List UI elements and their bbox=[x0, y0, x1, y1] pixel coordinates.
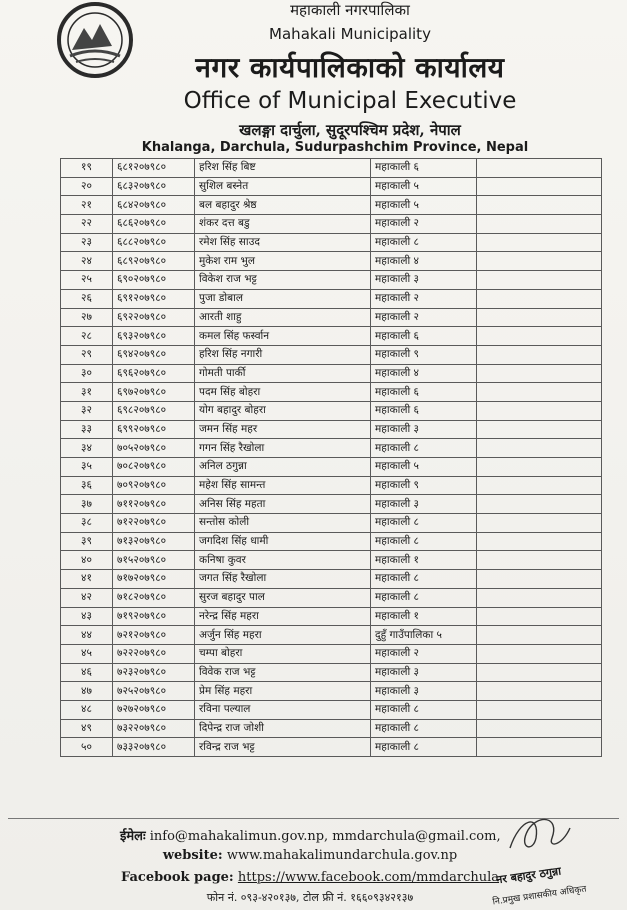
table-row bbox=[61, 345, 602, 364]
signature-mark bbox=[500, 808, 578, 858]
id-number-cell: ७१५२०७९८० bbox=[113, 551, 195, 570]
address-cell: महाकाली ६ bbox=[371, 401, 477, 420]
website-label: website: bbox=[162, 848, 223, 863]
email-label: ईमेलः bbox=[120, 829, 146, 844]
blank-cell bbox=[477, 663, 602, 682]
name-cell: सुरज बहादुर पाल bbox=[195, 588, 371, 607]
name-cell: महेश सिंह सामन्त bbox=[195, 476, 371, 495]
email-value: info@mahakalimun.gov.np, mmdarchula@gmail.com, bbox=[149, 829, 501, 844]
serial-number-cell: २२ bbox=[61, 215, 113, 234]
address-cell: महाकाली २ bbox=[371, 644, 477, 663]
seal-name: नर बहादुर ठगुन्ना bbox=[495, 864, 562, 887]
serial-number-cell: ४१ bbox=[61, 570, 113, 589]
name-cell: जगदिश सिंह धामी bbox=[195, 532, 371, 551]
name-cell: सुशिल बस्नेत bbox=[195, 177, 371, 196]
blank-cell bbox=[477, 420, 602, 439]
blank-cell bbox=[477, 719, 602, 738]
name-cell: हरिश सिंह नगारी bbox=[195, 345, 371, 364]
blank-cell bbox=[477, 570, 602, 589]
table-row bbox=[61, 159, 602, 178]
id-number-cell: ६८४२०७९८० bbox=[113, 196, 195, 215]
serial-number-cell: ४६ bbox=[61, 663, 113, 682]
table-row bbox=[61, 215, 602, 234]
name-cell: रमेश सिंह साउद bbox=[195, 233, 371, 252]
id-number-cell: ६८६२०७९८० bbox=[113, 215, 195, 234]
name-cell: विवेक राज भट्ट bbox=[195, 663, 371, 682]
header-address-english: Khalanga, Darchula, Sudurpashchim Province, Nepal bbox=[141, 140, 529, 155]
blank-cell bbox=[477, 271, 602, 290]
serial-number-cell: ३४ bbox=[61, 439, 113, 458]
id-number-cell: ७२७२०७९८० bbox=[113, 700, 195, 719]
table-row bbox=[61, 700, 602, 719]
footer-phone: फोन नं. ०९३-४२०१३७, टोल फ्री नं. १६६०९३४२१३७ bbox=[206, 891, 414, 904]
table-row bbox=[61, 663, 602, 682]
blank-cell bbox=[477, 159, 602, 178]
address-cell: महाकाली ८ bbox=[371, 233, 477, 252]
id-number-cell: ६९४२०७९८० bbox=[113, 345, 195, 364]
blank-cell bbox=[477, 495, 602, 514]
name-cell: चम्पा बोहरा bbox=[195, 644, 371, 663]
serial-number-cell: ५० bbox=[61, 738, 113, 757]
serial-number-cell: ३७ bbox=[61, 495, 113, 514]
serial-number-cell: ४३ bbox=[61, 607, 113, 626]
id-number-cell: ६८८२०७९८० bbox=[113, 233, 195, 252]
serial-number-cell: ३८ bbox=[61, 514, 113, 533]
name-cell: रविन्द्र राज भट्ट bbox=[195, 738, 371, 757]
address-cell: महाकाली ६ bbox=[371, 383, 477, 402]
header-municipality-english: Mahakali Municipality bbox=[269, 25, 431, 43]
address-cell: महाकाली २ bbox=[371, 215, 477, 234]
id-number-cell: ७०८२०७९८० bbox=[113, 458, 195, 477]
records-table-body bbox=[61, 159, 602, 757]
municipality-emblem-logo bbox=[52, 0, 138, 80]
table-row bbox=[61, 327, 602, 346]
footer-website bbox=[120, 848, 500, 863]
address-cell: महाकाली ८ bbox=[371, 719, 477, 738]
address-cell: महाकाली ५ bbox=[371, 177, 477, 196]
blank-cell bbox=[477, 588, 602, 607]
name-cell: शंकर दत्त बडु bbox=[195, 215, 371, 234]
address-cell: महाकाली ३ bbox=[371, 420, 477, 439]
name-cell: विकेश राज भट्ट bbox=[195, 271, 371, 290]
blank-cell bbox=[477, 327, 602, 346]
blank-cell bbox=[477, 458, 602, 477]
blank-cell bbox=[477, 607, 602, 626]
serial-number-cell: २६ bbox=[61, 289, 113, 308]
blank-cell bbox=[477, 626, 602, 645]
table-row bbox=[61, 514, 602, 533]
blank-cell bbox=[477, 345, 602, 364]
table-row bbox=[61, 495, 602, 514]
blank-cell bbox=[477, 215, 602, 234]
name-cell: पुजा डोबाल bbox=[195, 289, 371, 308]
table-row bbox=[61, 420, 602, 439]
blank-cell bbox=[477, 252, 602, 271]
table-row bbox=[61, 271, 602, 290]
id-number-cell: ६९७२०७९८० bbox=[113, 383, 195, 402]
table-row bbox=[61, 439, 602, 458]
id-number-cell: ६९३२०७९८० bbox=[113, 327, 195, 346]
footer-email bbox=[120, 826, 500, 844]
address-cell: महाकाली ९ bbox=[371, 345, 477, 364]
serial-number-cell: ३६ bbox=[61, 476, 113, 495]
id-number-cell: ७०५२०७९८० bbox=[113, 439, 195, 458]
serial-number-cell: ४५ bbox=[61, 644, 113, 663]
id-number-cell: ६८३२०७९८० bbox=[113, 177, 195, 196]
table-row bbox=[61, 252, 602, 271]
name-cell: कनिषा कुवर bbox=[195, 551, 371, 570]
name-cell: रविना पल्याल bbox=[195, 700, 371, 719]
name-cell: नरेन्द्र सिंह महरा bbox=[195, 607, 371, 626]
id-number-cell: ६९८२०७९८० bbox=[113, 401, 195, 420]
id-number-cell: ७३२२०७९८० bbox=[113, 719, 195, 738]
table-row bbox=[61, 177, 602, 196]
table-row bbox=[61, 719, 602, 738]
table-row bbox=[61, 401, 602, 420]
name-cell: योग बहादुर बोहरा bbox=[195, 401, 371, 420]
id-number-cell: ७१३२०७९८० bbox=[113, 532, 195, 551]
table-row bbox=[61, 551, 602, 570]
blank-cell bbox=[477, 738, 602, 757]
serial-number-cell: २३ bbox=[61, 233, 113, 252]
id-number-cell: ६९०२०७९८० bbox=[113, 271, 195, 290]
address-cell: महाकाली ६ bbox=[371, 327, 477, 346]
blank-cell bbox=[477, 401, 602, 420]
address-cell: दुहुँ गाउँपालिका ५ bbox=[371, 626, 477, 645]
id-number-cell: ७१८२०७९८० bbox=[113, 588, 195, 607]
id-number-cell: ७११२०७९८० bbox=[113, 495, 195, 514]
address-cell: महाकाली ८ bbox=[371, 700, 477, 719]
name-cell: अनिल ठगुन्ना bbox=[195, 458, 371, 477]
id-number-cell: ७३३२०७९८० bbox=[113, 738, 195, 757]
serial-number-cell: ३९ bbox=[61, 532, 113, 551]
blank-cell bbox=[477, 364, 602, 383]
blank-cell bbox=[477, 551, 602, 570]
table-row bbox=[61, 383, 602, 402]
address-cell: महाकाली ४ bbox=[371, 364, 477, 383]
serial-number-cell: ४७ bbox=[61, 682, 113, 701]
serial-number-cell: ४४ bbox=[61, 626, 113, 645]
address-cell: महाकाली ८ bbox=[371, 570, 477, 589]
address-cell: महाकाली ३ bbox=[371, 495, 477, 514]
header-address-nepali: खलङ्गा दार्चुला, सुदूरपश्चिम प्रदेश, नेपाल bbox=[239, 121, 461, 139]
blank-cell bbox=[477, 177, 602, 196]
name-cell: सन्तोस कोली bbox=[195, 514, 371, 533]
blank-cell bbox=[477, 383, 602, 402]
address-cell: महाकाली ६ bbox=[371, 159, 477, 178]
id-number-cell: ६९९२०७९८० bbox=[113, 420, 195, 439]
address-cell: महाकाली १ bbox=[371, 551, 477, 570]
table-row bbox=[61, 233, 602, 252]
serial-number-cell: ३५ bbox=[61, 458, 113, 477]
table-row bbox=[61, 682, 602, 701]
address-cell: महाकाली ३ bbox=[371, 663, 477, 682]
facebook-link[interactable]: https://www.facebook.com/mmdarchula bbox=[237, 870, 500, 885]
name-cell: बल बहादुर श्रेष्ठ bbox=[195, 196, 371, 215]
address-cell: महाकाली ८ bbox=[371, 738, 477, 757]
serial-number-cell: ४९ bbox=[61, 719, 113, 738]
header-municipality-nepali: महाकाली नगरपालिका bbox=[290, 1, 410, 19]
table-row bbox=[61, 626, 602, 645]
id-number-cell: ७१७२०७९८० bbox=[113, 570, 195, 589]
table-row bbox=[61, 738, 602, 757]
serial-number-cell: १९ bbox=[61, 159, 113, 178]
name-cell: कमल सिंह फर्स्वान bbox=[195, 327, 371, 346]
blank-cell bbox=[477, 476, 602, 495]
serial-number-cell: २८ bbox=[61, 327, 113, 346]
id-number-cell: ७२१२०७९८० bbox=[113, 626, 195, 645]
serial-number-cell: २७ bbox=[61, 308, 113, 327]
blank-cell bbox=[477, 700, 602, 719]
serial-number-cell: ३३ bbox=[61, 420, 113, 439]
name-cell: मुकेश राम भुल bbox=[195, 252, 371, 271]
serial-number-cell: २५ bbox=[61, 271, 113, 290]
blank-cell bbox=[477, 289, 602, 308]
table-row bbox=[61, 644, 602, 663]
address-cell: महाकाली २ bbox=[371, 289, 477, 308]
name-cell: गगन सिंह रैखोला bbox=[195, 439, 371, 458]
footer-facebook bbox=[120, 870, 500, 885]
table-row bbox=[61, 289, 602, 308]
table-row bbox=[61, 458, 602, 477]
address-cell: महाकाली ५ bbox=[371, 458, 477, 477]
id-number-cell: ६९२२०७९८० bbox=[113, 308, 195, 327]
name-cell: गोमती पार्की bbox=[195, 364, 371, 383]
name-cell: अनिस सिंह महता bbox=[195, 495, 371, 514]
name-cell: आरती शाहु bbox=[195, 308, 371, 327]
blank-cell bbox=[477, 439, 602, 458]
table-row bbox=[61, 364, 602, 383]
blank-cell bbox=[477, 308, 602, 327]
address-cell: महाकाली ३ bbox=[371, 271, 477, 290]
address-cell: महाकाली ३ bbox=[371, 682, 477, 701]
table-row bbox=[61, 588, 602, 607]
serial-number-cell: २४ bbox=[61, 252, 113, 271]
table-row bbox=[61, 196, 602, 215]
serial-number-cell: ३१ bbox=[61, 383, 113, 402]
id-number-cell: ६८९२०७९८० bbox=[113, 252, 195, 271]
facebook-label: Facebook page: bbox=[120, 870, 234, 885]
serial-number-cell: ३२ bbox=[61, 401, 113, 420]
blank-cell bbox=[477, 514, 602, 533]
name-cell: हरिश सिंह बिष्ट bbox=[195, 159, 371, 178]
table-row bbox=[61, 532, 602, 551]
address-cell: महाकाली ८ bbox=[371, 588, 477, 607]
id-number-cell: ७१२२०७९८० bbox=[113, 514, 195, 533]
blank-cell bbox=[477, 233, 602, 252]
id-number-cell: ७२३२०७९८० bbox=[113, 663, 195, 682]
name-cell: जगत सिंह रैखोला bbox=[195, 570, 371, 589]
seal-title: नि.प्रमुख प्रशासकीय अधिकृत bbox=[491, 884, 588, 908]
address-cell: महाकाली ८ bbox=[371, 514, 477, 533]
address-cell: महाकाली २ bbox=[371, 308, 477, 327]
name-cell: पदम सिंह बोहरा bbox=[195, 383, 371, 402]
serial-number-cell: ३० bbox=[61, 364, 113, 383]
name-cell: जमन सिंह महर bbox=[195, 420, 371, 439]
address-cell: महाकाली ८ bbox=[371, 532, 477, 551]
serial-number-cell: ४८ bbox=[61, 700, 113, 719]
header-office-english: Office of Municipal Executive bbox=[183, 88, 517, 114]
blank-cell bbox=[477, 644, 602, 663]
serial-number-cell: २९ bbox=[61, 345, 113, 364]
table-row bbox=[61, 607, 602, 626]
serial-number-cell: ४२ bbox=[61, 588, 113, 607]
serial-number-cell: २० bbox=[61, 177, 113, 196]
id-number-cell: ६९६२०७९८० bbox=[113, 364, 195, 383]
name-cell: अर्जुन सिंह महरा bbox=[195, 626, 371, 645]
id-number-cell: ७२२२०७९८० bbox=[113, 644, 195, 663]
id-number-cell: ७०९२०७९८० bbox=[113, 476, 195, 495]
blank-cell bbox=[477, 682, 602, 701]
website-value: www.mahakalimundarchula.gov.np bbox=[226, 848, 458, 863]
id-number-cell: ७२५२०७९८० bbox=[113, 682, 195, 701]
blank-cell bbox=[477, 532, 602, 551]
header-office-nepali: नगर कार्यपालिकाको कार्यालय bbox=[195, 51, 505, 84]
table-row bbox=[61, 570, 602, 589]
serial-number-cell: २१ bbox=[61, 196, 113, 215]
address-cell: महाकाली ९ bbox=[371, 476, 477, 495]
table-row bbox=[61, 476, 602, 495]
id-number-cell: ७१९२०७९८० bbox=[113, 607, 195, 626]
address-cell: महाकाली १ bbox=[371, 607, 477, 626]
serial-number-cell: ४० bbox=[61, 551, 113, 570]
address-cell: महाकाली ४ bbox=[371, 252, 477, 271]
address-cell: महाकाली ८ bbox=[371, 439, 477, 458]
name-cell: दिपेन्द्र राज जोशी bbox=[195, 719, 371, 738]
blank-cell bbox=[477, 196, 602, 215]
name-cell: प्रेम सिंह महरा bbox=[195, 682, 371, 701]
id-number-cell: ६९१२०७९८० bbox=[113, 289, 195, 308]
address-cell: महाकाली ५ bbox=[371, 196, 477, 215]
table-row bbox=[61, 308, 602, 327]
records-table bbox=[60, 158, 602, 757]
id-number-cell: ६८१२०७९८० bbox=[113, 159, 195, 178]
